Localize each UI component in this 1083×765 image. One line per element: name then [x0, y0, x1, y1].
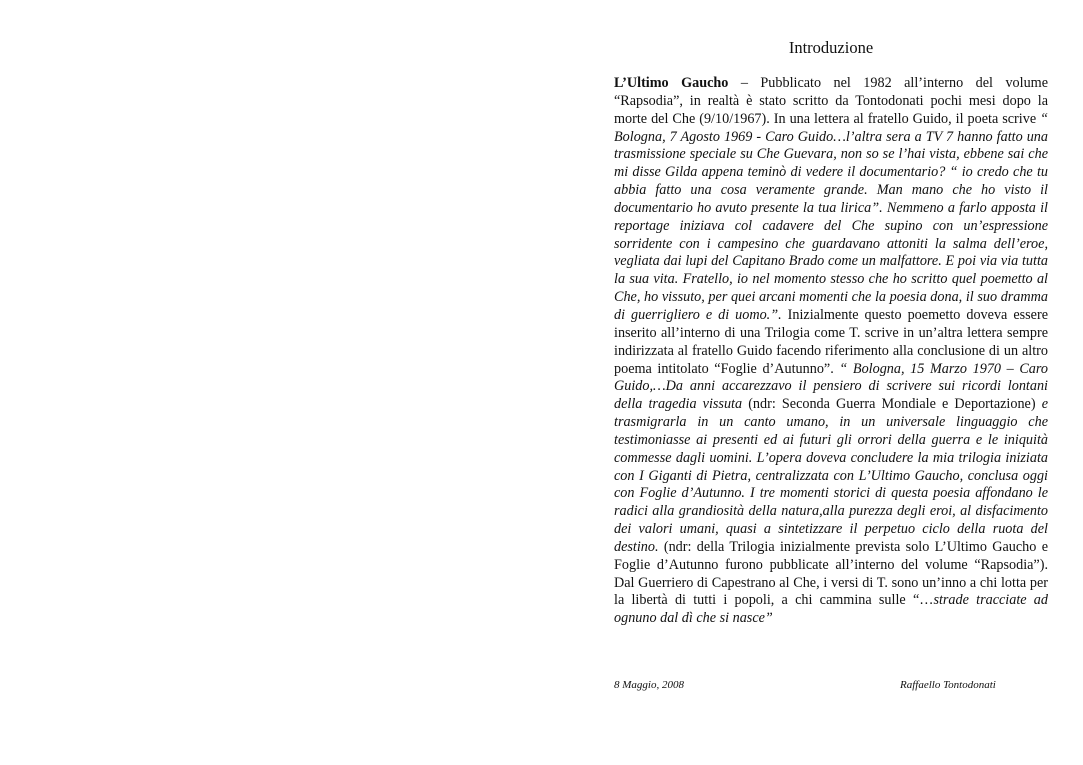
text-run-italic-quote: “ Bologna, 15 Marzo 1970 – Caro Guido,…Da anni accarezzavo il pensiero di scrivere sui ricordi lontani della tragedia vissuta: [614, 360, 1048, 413]
text-run: – Pubblicato nel 1982 all’interno del volume “Rapsodia”, in realtà è stato scritto da Tontodonati pochi mesi dopo la morte del Che (9/10/1967). In una lettera al fratello Guido, il poeta scrive: [614, 75, 1049, 127]
text-run: (ndr: della Trilogia inizialmente prevista solo L’Ultimo Gaucho e Foglie d’Autunno furono pubblicate all’interno del volume “Rapsodia”). Dal Guerriero di Capestrano al Che, i versi di T. sono un’inno a chi lotta per la libertà di tutti i popoli, a chi cammina sulle “…: [614, 538, 1048, 609]
text-run-bold-title: L’Ultimo Gaucho: [614, 75, 729, 91]
text-run-italic-quote: e trasmigrarla in un canto umano, in un universale linguaggio che testimoniasse ai presenti ed ai futuri gli orrori della guerra e le iniquità commesse dagli uomini. L’opera doveva concludere la mia trilogia iniziata con I Giganti di Pietra, centralizzata con L’Ultimo Gaucho, conclusa oggi con Foglie d’Autunno. I tre momenti storici di questa poesia affondano le radici alla grandiosità della natura,alla purezza degli eroi, al disfacimento dei valori umani, quasi a sintetizzare il perpetuo ciclo della ruota del destino.: [614, 396, 1048, 555]
document-page: [614, 0, 1048, 765]
footer-date: 8 Maggio, 2008: [614, 679, 684, 691]
text-run: (ndr: Seconda Guerra Mondiale e Deportazione): [742, 396, 1042, 413]
introduction-paragraph: [614, 75, 1048, 628]
footer-author: Raffaello Tontodonati: [900, 679, 996, 691]
page-title: Introduzione: [788, 38, 874, 57]
text-run: Inizialmente questo poemetto doveva essere inserito all’interno di una Trilogia come T. scrive in un’altra lettera sempre indirizzata al fratello Guido facendo riferimento alla conclusione di un altro poema intitolato “Foglie d’Autunno”.: [614, 306, 1048, 377]
text-run-italic-quote: strade tracciate ad ognuno dal dì che si nasce”: [614, 592, 1048, 627]
text-run-italic-quote: “ Bologna, 7 Agosto 1969 - Caro Guido…l’altra sera a TV 7 hanno fatto una trasmissione speciale su Che Guevara, non so se l’hai vista, ebbene sai che mi disse Gilda appena teminò di vedere il documentario? “ io credo che tu abbia fatto una cosa veramente grande. Man mano che ho visto il documentario ho avuto presente la tua lirica”. Nemmeno a farlo apposta il reportage iniziava col cadavere del Che supino con un’espressione sorridente con i campesino che guardavano attoniti la salma dell’eroe, vegliata dai lupi del Capitano Brado come un malfattore. E poi via via tutta la sua vita. Fratello, io nel momento stesso che ho scritto quel poemetto al Che, ho vissuto, per quei arcani momenti che la poesia dona, il suo dramma di guerrigliero e di uomo.”.: [614, 110, 1048, 323]
